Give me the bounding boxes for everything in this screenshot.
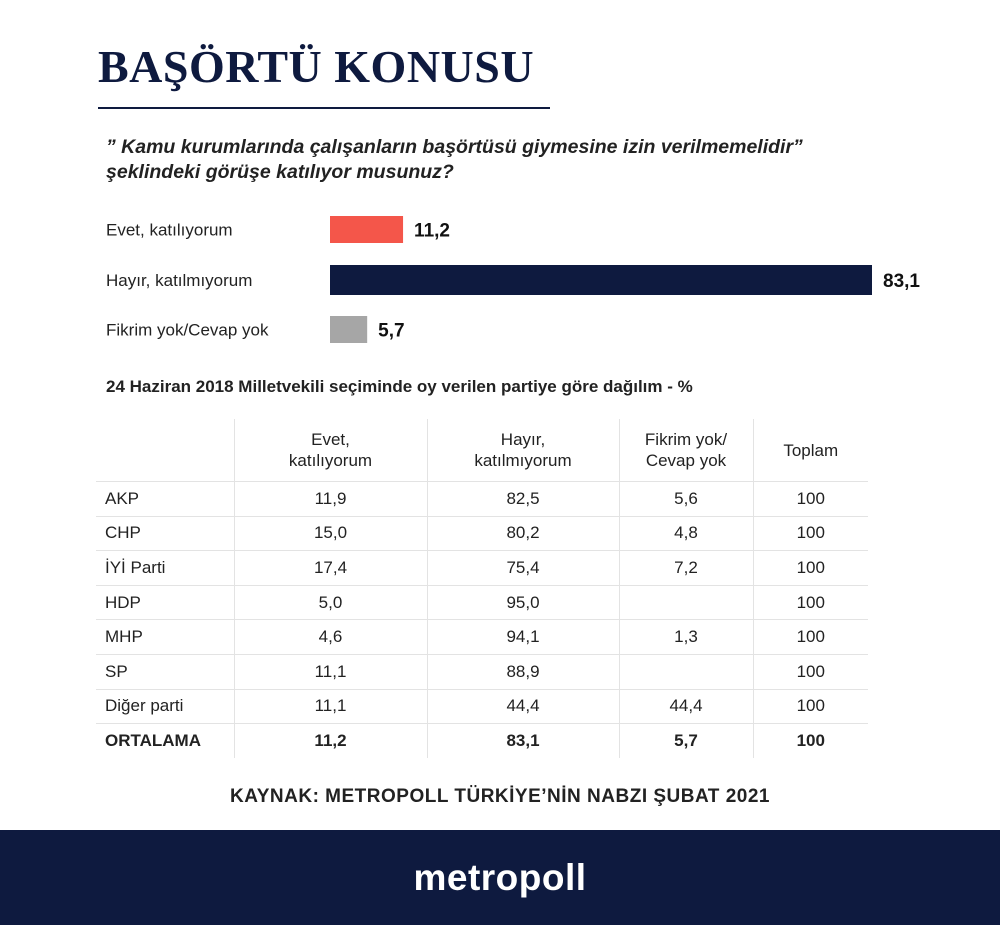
cell-fikrim-yok: 44,4 [619, 689, 753, 724]
header-hayir [427, 419, 619, 482]
survey-question: ” Kamu kurumlarında çalışanların başörtüsü giymesine izin verilmemelidir” şeklindeki görüşe katılıyor musunuz? [106, 136, 803, 183]
page-title: BAŞÖRTÜ KONUSU [98, 41, 535, 92]
bar-value-evet: 11,2 [414, 220, 450, 242]
cell-hayir: 82,5 [427, 482, 619, 517]
cell-evet: 11,2 [234, 724, 427, 758]
cell-hayir: 80,2 [427, 516, 619, 551]
cell-fikrim-yok [619, 585, 753, 620]
bar-evet [330, 216, 403, 243]
cell-hayir: 44,4 [427, 689, 619, 724]
response-bar-chart [0, 0, 1000, 370]
table-row [96, 516, 868, 551]
bar-value-hayir: 83,1 [883, 271, 920, 292]
header-party [96, 419, 234, 482]
cell-hayir: 83,1 [427, 724, 619, 758]
cell-evet: 17,4 [234, 551, 427, 586]
cell-hayir: 75,4 [427, 551, 619, 586]
cell-party: AKP [105, 488, 140, 508]
cell-toplam: 100 [753, 551, 868, 586]
bar-hayir [330, 265, 872, 295]
table-row [96, 551, 868, 586]
table-header-row [96, 419, 868, 482]
cell-party: HDP [105, 592, 141, 612]
cell-hayir: 94,1 [427, 620, 619, 655]
cell-toplam: 100 [753, 516, 868, 551]
footer-bar [0, 830, 1000, 925]
cell-evet: 11,9 [234, 482, 427, 517]
header-fikrim-yok-text: Fikrim yok/ Cevap yok [644, 430, 728, 470]
header-evet [234, 419, 427, 482]
cell-party: CHP [105, 523, 141, 543]
cell-toplam: 100 [753, 689, 868, 724]
cell-toplam: 100 [753, 654, 868, 689]
cell-toplam: 100 [753, 482, 868, 517]
brand-logo: metropoll [413, 856, 587, 898]
cell-evet: 11,1 [234, 654, 427, 689]
bar-label-evet: Evet, katılıyorum [106, 220, 233, 240]
cell-evet: 15,0 [234, 516, 427, 551]
table-row [96, 689, 868, 724]
cell-toplam: 100 [753, 724, 868, 758]
table-title: 24 Haziran 2018 Milletvekili seçiminde oy verilen partiye göre dağılım - % [106, 377, 693, 396]
cell-fikrim-yok: 1,3 [619, 620, 753, 655]
bar-fikrim-yok [330, 316, 367, 343]
cell-evet: 5,0 [234, 585, 427, 620]
table-row [96, 620, 868, 655]
cell-hayir: 88,9 [427, 654, 619, 689]
party-distribution-table [96, 419, 868, 758]
cell-party: ORTALAMA [105, 730, 201, 750]
cell-fikrim-yok: 5,6 [619, 482, 753, 517]
cell-toplam: 100 [753, 585, 868, 620]
bar-label-fikrim-yok: Fikrim yok/Cevap yok [106, 320, 269, 340]
cell-fikrim-yok: 5,7 [619, 724, 753, 758]
header-toplam: Toplam [753, 419, 868, 482]
header-evet-text: Evet, katılıyorum [288, 430, 373, 470]
bar-label-hayir: Hayır, katılmıyorum [106, 271, 253, 290]
cell-party: Diğer parti [105, 696, 184, 716]
table-row [96, 585, 868, 620]
source-note: KAYNAK: METROPOLL TÜRKİYE’NİN NABZI ŞUBAT 2021 [230, 786, 770, 807]
table-row [96, 724, 868, 758]
bar-value-fikrim-yok: 5,7 [378, 320, 405, 342]
table-row [96, 654, 868, 689]
cell-party: SP [105, 661, 128, 681]
cell-fikrim-yok: 4,8 [619, 516, 753, 551]
header-hayir-text: Hayır, katılmıyorum [474, 430, 572, 470]
cell-party: MHP [105, 627, 143, 647]
cell-evet: 11,1 [234, 689, 427, 724]
header-fikrim-yok [619, 419, 753, 482]
cell-evet: 4,6 [234, 620, 427, 655]
cell-party: İYİ Parti [105, 557, 166, 577]
cell-fikrim-yok: 7,2 [619, 551, 753, 586]
cell-fikrim-yok [619, 654, 753, 689]
cell-hayir: 95,0 [427, 585, 619, 620]
cell-toplam: 100 [753, 620, 868, 655]
table-row [96, 482, 868, 517]
